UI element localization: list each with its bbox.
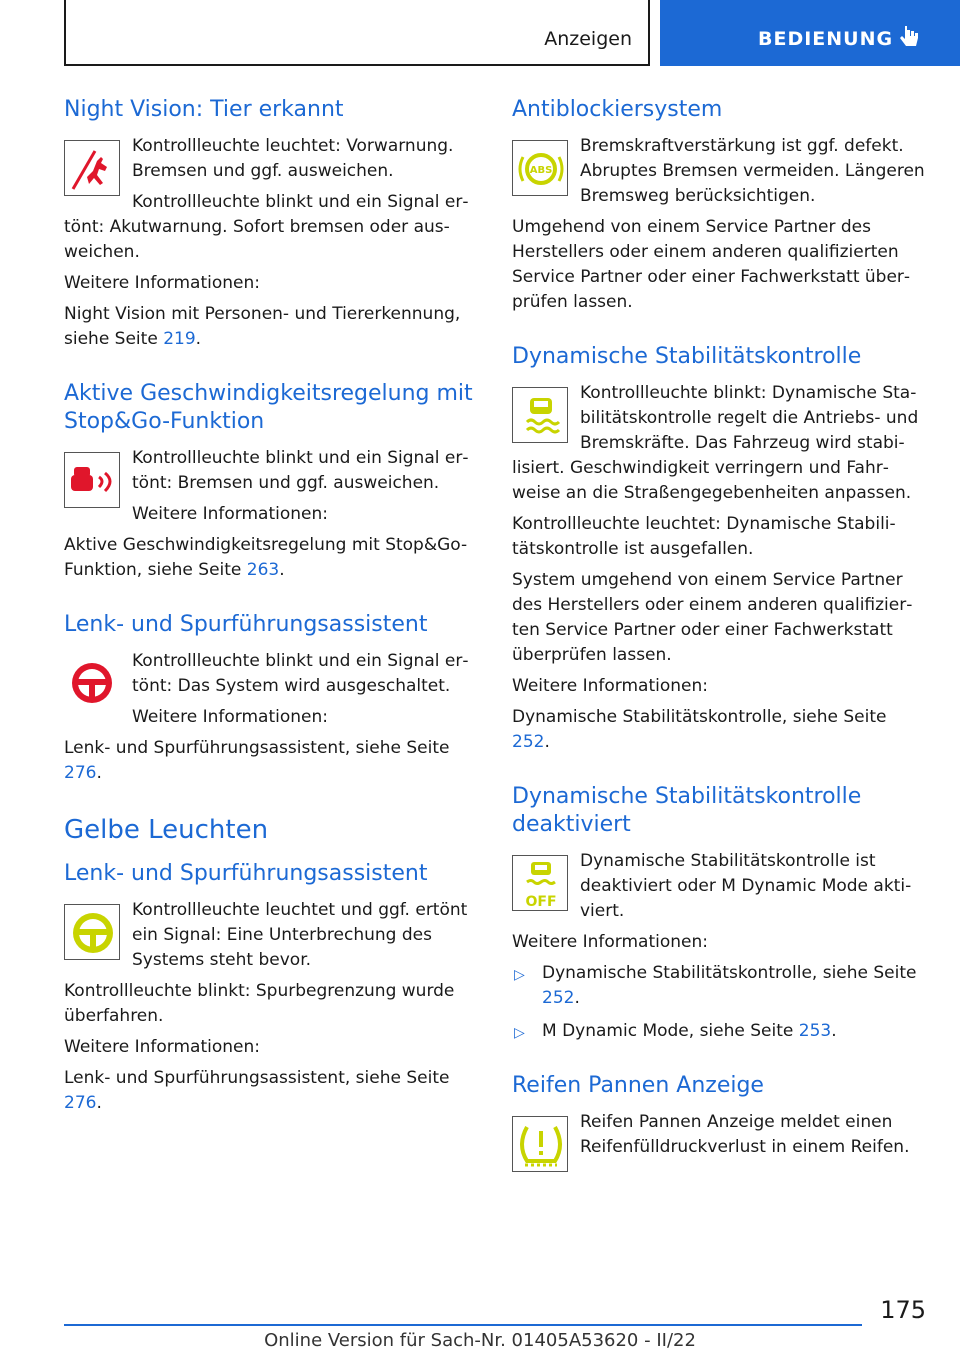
section-dsc <box>512 343 926 755</box>
tire-pressure-lamp-icon <box>512 1116 568 1172</box>
footer-text: Online Version für Sach-Nr. 01405A53620 - II/22 <box>264 1330 696 1351</box>
section-night-vision <box>64 96 478 352</box>
period: . <box>96 1093 102 1113</box>
deer-warning-lamp-icon <box>64 140 120 196</box>
lane-yellow-text-4 <box>64 1066 478 1116</box>
left-column <box>64 96 478 1144</box>
hand-pointer-icon <box>896 24 922 50</box>
dsc-off-bullet-list <box>512 961 926 1044</box>
period: . <box>96 763 102 783</box>
tire-text-1: Reifen Pannen Anzeige meldet einen Reifenfülldruckverlust in einem Reifen. <box>580 1112 910 1157</box>
list-item <box>512 961 926 1011</box>
lane-red-text-1: Kontrollleuchte blinkt und ein Signal ertönt: Das System wird ausgeschaltet. <box>132 651 469 696</box>
lane-yellow-text-2: Kontrollleuchte blinkt: Spurbegrenzung wurde überfahren. <box>64 981 455 1026</box>
heading-dsc-off: Dynamische Stabilitätskontrolle deaktiviert <box>512 784 862 837</box>
page-link-263[interactable]: 263 <box>246 560 280 580</box>
page-header <box>0 0 960 66</box>
dsc-off-text-2: Weitere Informationen: <box>512 932 708 952</box>
right-column <box>512 96 926 1204</box>
period: . <box>279 560 285 580</box>
period: . <box>831 1021 837 1041</box>
heading-abs: Antiblockiersystem <box>512 97 723 122</box>
acc-ref-text: Aktive Geschwindigkeitsregelung mit Stop&Go-Funktion, siehe Seite <box>64 535 468 580</box>
section-dsc-off <box>512 783 926 1044</box>
dsc-text-2: Kontrollleuchte leuchtet: Dynamische Stabilitätskontrolle ist ausgefallen. <box>512 514 896 559</box>
lane-red-text-3 <box>64 736 478 786</box>
page-link-252[interactable]: 252 <box>542 988 575 1008</box>
steering-wheel-yellow-icon <box>64 904 120 960</box>
period: . <box>544 732 550 752</box>
night-vision-text-4 <box>64 302 478 352</box>
abs-text-1: Bremskraftverstärkung ist ggf. defekt. Abruptes Bremsen vermeiden. Längeren Bremsweg berücksichtigen. <box>580 136 925 206</box>
lane-yellow-text-1: Kontrollleuchte leuchtet und ggf. ertönt ein Signal: Eine Unterbrechung des Systems steht bevor. <box>132 900 468 970</box>
bullet-text: M Dynamic Mode, siehe Seite <box>542 1021 799 1041</box>
period: . <box>195 329 202 349</box>
section-title: Anzeigen <box>544 28 632 50</box>
page-link-253[interactable]: 253 <box>798 1021 832 1041</box>
acc-text-3 <box>64 533 478 583</box>
abs-text-2: Umgehend von einem Service Partner des Herstellers oder einem anderen qualifizierten Service Partner oder einer Fachwerkstatt überprüfen lassen. <box>512 217 911 312</box>
page-link-276[interactable]: 276 <box>64 1093 97 1113</box>
chapter-tab <box>660 0 960 66</box>
heading-acc: Aktive Geschwindigkeitsregelung mit Stop&Go-Funktion <box>64 381 473 434</box>
heading-dsc: Dynamische Stabilitätskontrolle <box>512 344 862 369</box>
heading-night-vision: Night Vision: Tier erkannt <box>64 97 344 122</box>
section-acc <box>64 380 478 583</box>
period: . <box>574 988 580 1008</box>
section-lane-red <box>64 611 478 786</box>
dsc-off-icon-label: OFF <box>525 894 557 910</box>
acc-text-2: Weitere Informationen: <box>132 504 328 524</box>
section-header-box <box>64 0 650 66</box>
lane-yellow-ref-text: Lenk- und Spurführungsassistent, siehe Seite <box>64 1068 450 1088</box>
dsc-text-1: Kontrollleuchte blinkt: Dynamische Stabilitätskontrolle regelt die Antriebs- und Bremskräfte. Das Fahrzeug wird stabilisiert. Geschwindigkeit verringern und Fahrweise an die Straßengegebenheiten anpassen. <box>512 383 919 503</box>
abs-icon-label: ABS <box>529 165 553 176</box>
abs-lamp-icon <box>512 140 568 196</box>
page-link-276[interactable]: 276 <box>64 763 97 783</box>
steering-wheel-red-icon <box>64 655 120 711</box>
bullet-triangle-icon: ▷ <box>514 1025 525 1041</box>
heading-lane-yellow: Lenk- und Spurführungsassistent <box>64 861 428 886</box>
acc-warning-lamp-icon <box>64 452 120 508</box>
section-lane-yellow <box>64 860 478 1116</box>
bullet-text: Dynamische Stabilitätskontrolle, siehe Seite <box>542 963 917 983</box>
bullet-triangle-icon: ▷ <box>514 967 525 983</box>
heading-tire: Reifen Pannen Anzeige <box>512 1073 764 1098</box>
list-item <box>512 1019 926 1044</box>
section-abs <box>512 96 926 315</box>
page-number: 175 <box>880 1296 926 1324</box>
night-vision-ref-text: Night Vision mit Personen- und Tiererkennung, siehe Seite <box>64 304 461 349</box>
dsc-text-5 <box>512 705 926 755</box>
dsc-off-lamp-icon <box>512 855 568 911</box>
dsc-lamp-icon <box>512 387 568 443</box>
section-tire <box>512 1072 926 1176</box>
acc-text-1: Kontrollleuchte blinkt und ein Signal ertönt: Bremsen und ggf. ausweichen. <box>132 448 469 493</box>
page-link-252[interactable]: 252 <box>512 732 545 752</box>
lane-yellow-text-3: Weitere Informationen: <box>64 1037 260 1057</box>
dsc-text-3: System umgehend von einem Service Partner des Herstellers oder einem anderen qualifizierten Service Partner oder einer Fachwerkstatt überprüfen lassen. <box>512 570 913 665</box>
night-vision-text-3: Weitere Informationen: <box>64 273 260 293</box>
lane-red-ref-text: Lenk- und Spurführungsassistent, siehe Seite <box>64 738 450 758</box>
night-vision-text-1: Kontrollleuchte leuchtet: Vorwarnung. Bremsen und ggf. ausweichen. <box>132 136 454 181</box>
heading-lane-red: Lenk- und Spurführungsassistent <box>64 612 428 637</box>
lane-red-text-2: Weitere Informationen: <box>132 707 328 727</box>
dsc-ref-text: Dynamische Stabilitätskontrolle, siehe Seite <box>512 707 887 727</box>
dsc-off-text-1: Dynamische Stabilitätskontrolle ist deaktiviert oder M Dynamic Mode aktiviert. <box>580 851 912 921</box>
dsc-text-4: Weitere Informationen: <box>512 676 708 696</box>
page-link-219[interactable]: 219 <box>163 329 196 349</box>
heading-yellow-lights: Gelbe Leuchten <box>64 815 269 845</box>
chapter-title: BEDIENUNG <box>758 28 894 50</box>
night-vision-text-2: Kontrollleuchte blinkt und ein Signal ertönt: Akutwarnung. Sofort bremsen oder ausweichen. <box>64 192 469 262</box>
footer-divider <box>64 1324 862 1326</box>
